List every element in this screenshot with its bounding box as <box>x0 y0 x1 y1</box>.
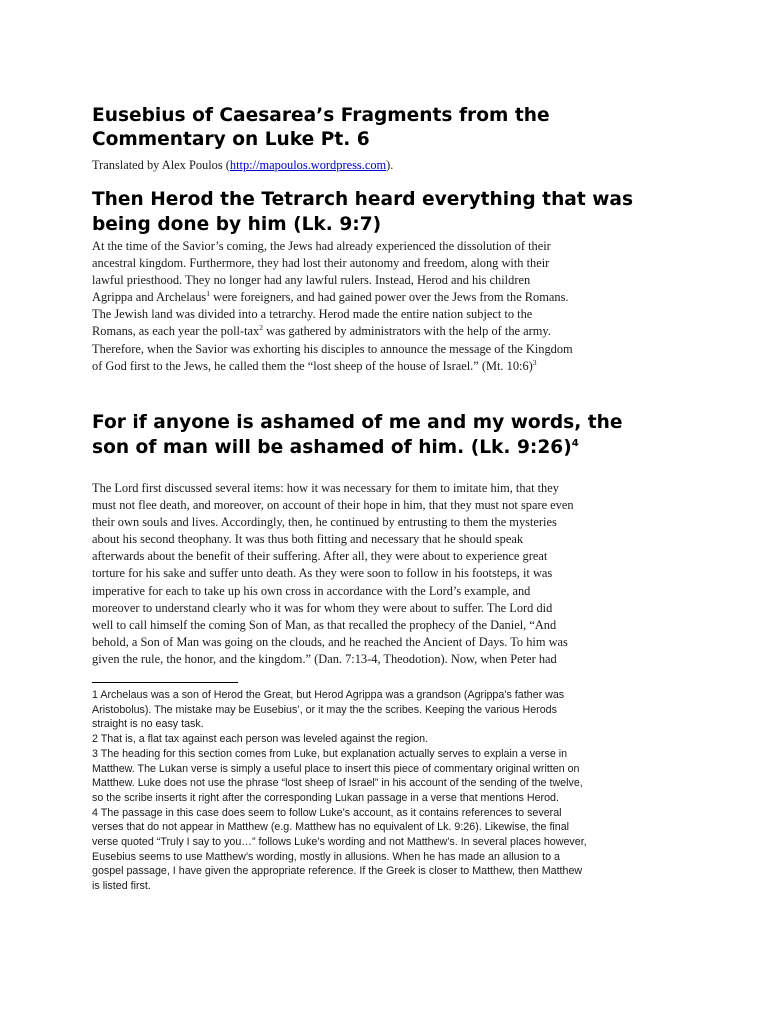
paragraph-line: about his second theophany. It was thus both fitting and necessary that he should speak <box>92 532 524 547</box>
footnote-line: 2 That is, a flat tax against each person was leveled against the region. <box>92 733 429 746</box>
footnote-ref-2[interactable]: 2 <box>259 323 263 333</box>
paragraph-line: given the rule, the honor, and the kingdom.” (Dan. 7:13-4, Theodotion). Now, when Peter had <box>92 651 557 666</box>
footnote-line: Matthew. The Lukan verse is simply a useful place to insert this piece of commentary original written on <box>92 762 580 775</box>
heading-line: son of man will be ashamed of him. (Lk. 9:26)$^4$ <box>92 437 579 458</box>
paragraph-line: must not flee death, and moreover, on account of their hope in him, that they must not spare even <box>92 498 574 513</box>
title-line: Commentary on Luke Pt. 6 <box>92 129 370 150</box>
footnote-line: Aristobolus). The mistake may be Eusebius’, or it may the the scribes. Keeping the various Herods <box>92 703 557 716</box>
paragraph-line: moreover to understand clearly who it was for whom they were about to suffer. The Lord did <box>92 600 553 615</box>
paragraph-line: Therefore, when the Savior was exhorting his disciples to announce the message of the Kingdom <box>92 341 573 356</box>
paragraph-line: of God first to the Jews, he called them the “lost sheep of the house of Israel.” (Mt. 10:6)$^3$ <box>92 357 537 373</box>
paragraph-line: imperative for each to take up his own cross in accordance with the Lord’s example, and <box>92 583 531 598</box>
paragraph-line: The Lord first discussed several items: how it was necessary for them to imitate him, that they <box>92 481 559 495</box>
footnote-ref-1[interactable]: 1 <box>206 289 210 299</box>
paragraph-line: their own souls and lives. Accordingly, then, he continued by entrusting to them the mysteries <box>92 515 557 530</box>
footnote-line: verse quoted “Truly I say to you…” follows Luke’s wording and not Matthew’s. In several places however, <box>92 836 587 849</box>
paragraph-line: afterwards about the benefit of their suffering. After all, they were about to experience great <box>92 549 548 564</box>
footnote-line: 3 The heading for this section comes from Luke, but explanation actually serves to explain a verse in <box>92 747 568 760</box>
paragraph-line: At the time of the Savior’s coming, the Jews had already experienced the dissolution of their <box>92 239 551 253</box>
footnote-line: verses that do not appear in Matthew (e.g. Matthew has no equivalent of Lk. 9:26). Likewise, the final <box>92 821 570 834</box>
footnote-line: so the scribe inserts it right after the corresponding Lukan passage in a verse that mentions Herod. <box>92 791 559 804</box>
footnote-separator <box>92 682 238 683</box>
title-line: Eusebius of Caesarea’s Fragments from the <box>92 105 550 126</box>
footnote-ref-3[interactable]: 3 <box>532 357 537 367</box>
footnote-line: is listed first. <box>92 880 151 893</box>
paragraph-line: The Jewish land was divided into a tetrarchy. Herod made the entire nation subject to the <box>92 307 533 322</box>
paragraph-line: lawful priesthood. They no longer had any lawful rulers. Instead, Herod and his children <box>92 273 531 288</box>
footnote-line: gospel passage, I have given the appropriate reference. If the Greek is closer to Matthew, then Matthew <box>92 865 583 878</box>
footnote-line: Eusebius seems to use Matthew’s wording, mostly in allusions. When he has made an allusion to a <box>92 850 560 863</box>
footnote-ref-4[interactable]: 4 <box>571 438 579 449</box>
footnote-line: Matthew. Luke does not use the phrase “lost sheep of Israel” in his account of the sending of the twelve, <box>92 777 583 790</box>
paragraph-line: torture for his sake and suffer unto death. As they were soon to follow in his footsteps, it was <box>92 566 553 581</box>
footnotes <box>92 688 692 894</box>
paragraph-line: behold, a Son of Man was going on the clouds, and he reached the Ancient of Days. To him was <box>92 634 568 649</box>
translator-credit <box>92 157 692 174</box>
footnote-line: 1 Archelaus was a son of Herod the Great, but Herod Agrippa was a grandson (Agrippa’s father was <box>92 689 565 701</box>
blog-link[interactable]: http://mapoulos.wordpress.com <box>229 158 387 172</box>
footnote-line: 4 The passage in this case does seem to follow Luke’s account, as it contains references to several <box>92 806 562 819</box>
translator-suffix: ). <box>386 158 394 172</box>
paragraph-line: ancestral kingdom. Furthermore, they had lost their autonomy and freedom, along with their <box>92 256 550 271</box>
paragraph-line: well to call himself the coming Son of Man, as that recalled the prophecy of the Daniel, “And <box>92 617 557 632</box>
section-herod-paragraph <box>92 238 678 375</box>
paragraph-line: Romans, as each year the poll-tax$^2$ was gathered by administrators with the help of the army. <box>92 323 551 339</box>
section-heading-ashamed <box>92 410 719 460</box>
section-heading-herod <box>92 187 719 237</box>
paragraph-line: Agrippa and Archelaus$^1$ were foreigners, and had gained power over the Jews from the Romans. <box>92 289 569 305</box>
section-ashamed-paragraph <box>92 480 678 668</box>
translator-prefix: Translated by Alex Poulos ( <box>92 158 230 172</box>
heading-line: Then Herod the Tetrarch heard everything that was <box>92 189 634 210</box>
heading-line: For if anyone is ashamed of me and my words, the <box>92 412 623 433</box>
footnote-line: straight is no easy task. <box>92 718 204 731</box>
document-title <box>92 104 719 152</box>
heading-line: being done by him (Lk. 9:7) <box>92 214 382 235</box>
